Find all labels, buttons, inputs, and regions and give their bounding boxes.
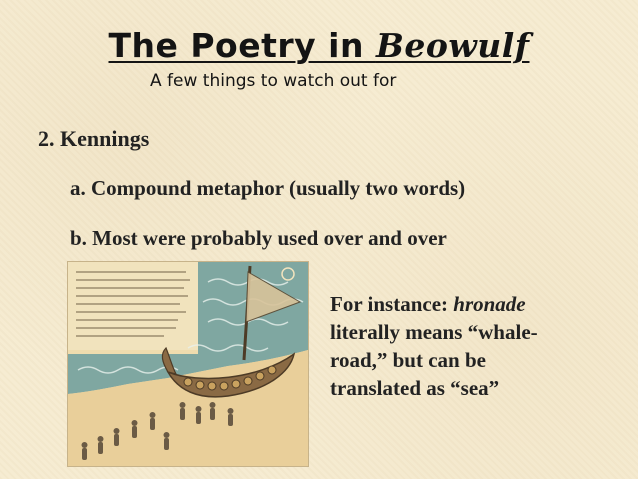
slide-title: [0, 26, 638, 66]
kenning-term: hronade: [453, 292, 526, 316]
bullet-point-b: b. Most were probably used over and over: [70, 226, 447, 250]
bullet-point-a: a. Compound metaphor (usually two words): [70, 176, 466, 200]
note-line-3: road,” but can be: [330, 348, 486, 372]
illustration-drawing: [68, 262, 308, 466]
title-book: Beowulf: [375, 26, 530, 65]
manuscript-text-block: [68, 262, 198, 350]
note-line-4: translated as “sea”: [330, 376, 500, 400]
note-line-1: [330, 290, 630, 318]
slide-subtitle: A few things to watch out for: [150, 71, 397, 91]
section-heading: 2. Kennings: [38, 126, 150, 151]
title-prefix: The Poetry in: [108, 26, 376, 65]
note-prefix: For instance:: [330, 292, 454, 316]
example-note: [330, 290, 630, 402]
viking-ship-illustration: [67, 261, 309, 467]
note-line-2: literally means “whale-: [330, 320, 538, 344]
